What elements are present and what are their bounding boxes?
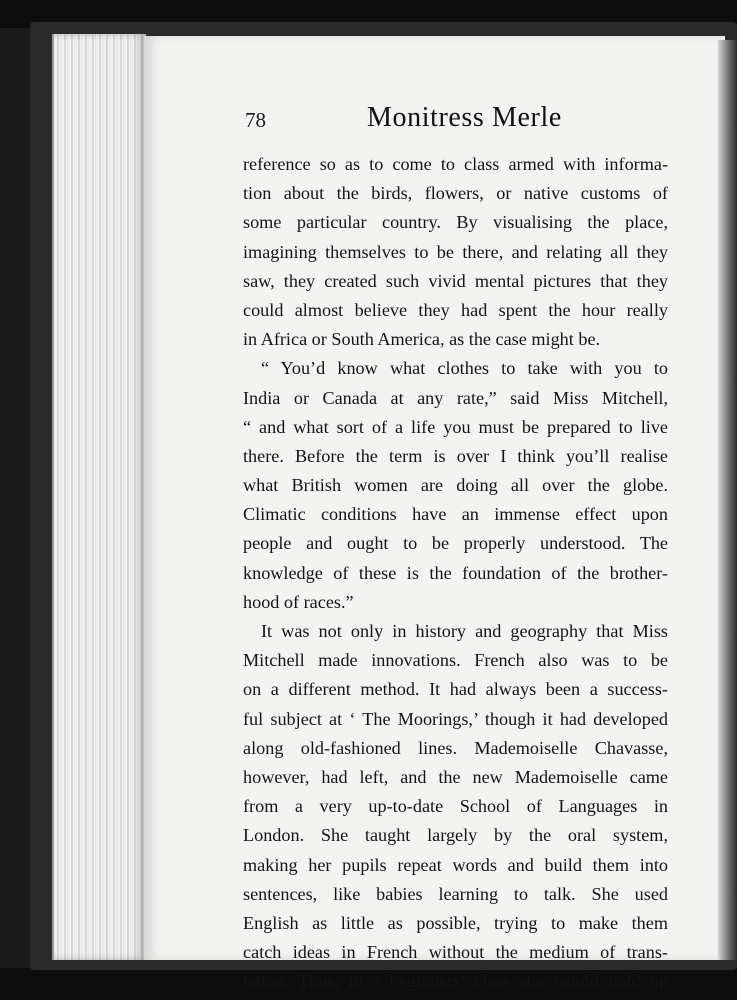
- text-line: India or Canada at any rate,” said Miss Mitchell,: [243, 387, 668, 408]
- text-line: hood of races.”: [243, 591, 354, 612]
- running-title: Monitress Merle: [367, 102, 562, 133]
- text-line: however, had left, and the new Mademoiselle came: [243, 766, 668, 787]
- text-line: from a very up-to-date School of Languages in: [243, 796, 668, 817]
- spine-shadow: [718, 40, 737, 960]
- text-line: “ and what sort of a life you must be prepared to live: [243, 416, 668, 437]
- text-line: tion about the birds, flowers, or native customs of: [243, 183, 668, 204]
- text-line: could almost believe they had spent the hour really: [243, 299, 668, 320]
- text-line: knowledge of these is the foundation of the brother-: [243, 562, 668, 583]
- text-line: Climatic conditions have an immense effect upon: [243, 504, 668, 525]
- text-line: catch ideas in French without the medium of trans-: [243, 942, 668, 963]
- text-line: sentences, like babies learning to talk. She used: [243, 883, 668, 904]
- text-line: It was not only in history and geography that Miss: [261, 621, 668, 641]
- text-line: on a different method. It had always been a success-: [243, 679, 668, 700]
- page-edges: [52, 34, 146, 960]
- text-line: English as little as possible, trying to make them: [243, 912, 668, 933]
- text-line: London. She taught largely by the oral system,: [243, 825, 668, 846]
- text-line: lation. Thus, in a beginners’ class she would hold up: [243, 971, 668, 992]
- text-line: there. Before the term is over I think you’ll realise: [243, 445, 668, 466]
- text-line: “ You’d know what clothes to take with you to: [261, 358, 668, 379]
- text-line: in Africa or South America, as the case might be.: [243, 329, 601, 350]
- text-line: some particular country. By visualising the place,: [243, 212, 668, 233]
- text-line: people and ought to be properly understood. The: [243, 533, 668, 554]
- text-line: along old-fashioned lines. Mademoiselle Chavasse,: [243, 737, 668, 758]
- text-line: saw, they created such vivid mental pictures that they: [243, 270, 668, 291]
- text-line: what British women are doing all over the globe.: [243, 475, 668, 496]
- text-line: Mitchell made innovations. French also was to be: [243, 650, 668, 671]
- text-line: ful subject at ‘ The Moorings,’ though it had developed: [243, 708, 668, 729]
- text-line: imagining themselves to be there, and relating all they: [243, 241, 668, 262]
- page-number: 78: [245, 108, 266, 132]
- body-text: [243, 150, 668, 996]
- text-line: making her pupils repeat words and build them into: [243, 854, 668, 875]
- text-line: reference so as to come to class armed with informa-: [243, 154, 668, 174]
- running-head: [245, 104, 665, 144]
